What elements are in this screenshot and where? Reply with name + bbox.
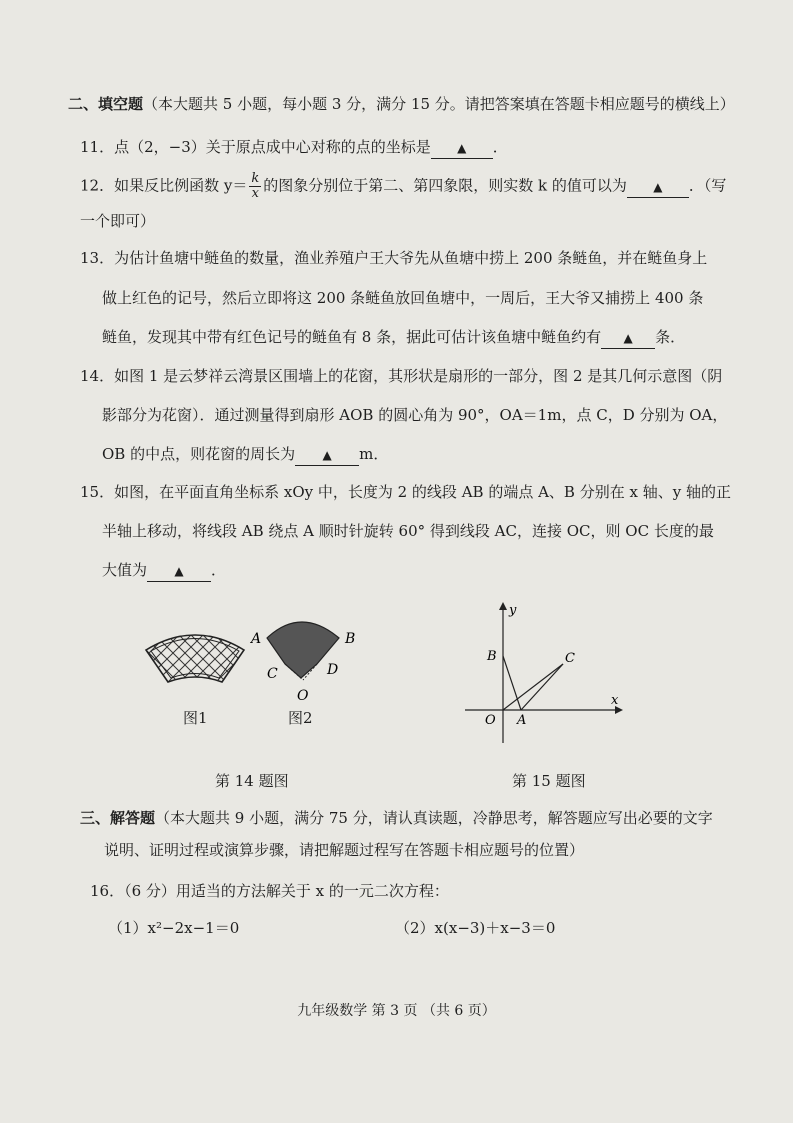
q15-figure-caption: 第 15 题图 xyxy=(512,772,586,790)
q14-figure-caption: 第 14 题图 xyxy=(215,772,289,790)
q14-end: m． xyxy=(359,445,389,463)
figure-2-caption: 图2 xyxy=(288,709,313,727)
q11-answer-blank[interactable] xyxy=(431,137,493,159)
answer-triangle-icon: ▲ xyxy=(174,564,184,578)
q15-label-b: B xyxy=(487,649,497,664)
q12-answer-blank[interactable] xyxy=(627,176,689,198)
question-12 xyxy=(80,172,726,201)
q14-answer-blank[interactable] xyxy=(295,444,359,466)
q15-label-a: A xyxy=(517,713,527,728)
fig2-label-o: O xyxy=(297,688,309,704)
q15-end: ． xyxy=(211,561,227,579)
q14-line1: 14．如图 1 是云梦祥云湾景区围墙上的花窗，其形状是扇形的一部分，图 2 是其几何示意图（阴 xyxy=(80,367,723,385)
q15-label-y: y xyxy=(509,603,517,618)
q13-end: 条． xyxy=(655,328,686,346)
answer-triangle-icon: ▲ xyxy=(457,141,467,155)
fig2-label-c: C xyxy=(267,666,278,682)
q12-line2: 一个即可） xyxy=(80,212,156,230)
fig2-label-b: B xyxy=(345,631,356,647)
q11-end: ． xyxy=(492,138,508,156)
figure-1-lattice-window xyxy=(140,628,250,688)
q16-part-2: （2）x(x−3)＋x−3＝0 xyxy=(395,919,556,937)
q14-line3: OB 的中点，则花窗的周长为 xyxy=(102,445,296,463)
figure-q15-coordinate-diagram xyxy=(465,598,625,748)
answer-triangle-icon: ▲ xyxy=(623,331,633,345)
figure-1-caption: 图1 xyxy=(183,709,208,727)
q13-line2: 做上红色的记号，然后立即将这 200 条鲢鱼放回鱼塘中，一周后，王大爷又捕捞上 400 条 xyxy=(102,289,704,307)
answer-triangle-icon: ▲ xyxy=(653,179,663,194)
q12-fraction xyxy=(249,172,261,201)
question-14-line3 xyxy=(102,444,388,466)
question-13-line3 xyxy=(102,327,685,349)
section-3-instruction-2: 说明、证明过程或演算步骤，请把解题过程写在答题卡相应题号的位置） xyxy=(104,841,585,859)
q15-answer-blank[interactable] xyxy=(147,560,211,582)
section-3-title: 三、解答题 xyxy=(80,809,156,827)
q12-before: 12．如果反比例函数 y＝ xyxy=(80,176,248,195)
q14-line2: 影部分为花窗）．通过测量得到扇形 AOB 的圆心角为 90°，OA＝1m，点 C，D 分别为 OA， xyxy=(102,406,728,424)
q15-line1: 15．如图，在平面直角坐标系 xOy 中，长度为 2 的线段 AB 的端点 A、B 分别在 x 轴、y 轴的正 xyxy=(80,483,731,501)
section-2-header xyxy=(68,94,735,114)
fig2-label-d: D xyxy=(327,662,339,678)
q12-after: 的图象分别位于第二、第四象限，则实数 k 的值可以为 xyxy=(263,176,627,195)
q12-end: ．（写 xyxy=(688,176,727,195)
q16-stem: 16．（6 分）用适当的方法解关于 x 的一元二次方程： xyxy=(90,882,449,900)
section-2-title: 二、填空题 xyxy=(68,95,144,113)
section-3-instruction-1: （本大题共 9 小题，满分 75 分，请认真读题，冷静思考，解答题应写出必要的文字 xyxy=(155,809,713,827)
q15-line2: 半轴上移动，将线段 AB 绕点 A 顺时针旋转 60° 得到线段 AC，连接 OC，则 OC 长度的最 xyxy=(102,522,714,540)
figure-2-sector-diagram xyxy=(245,608,375,708)
q13-line1: 13．为估计鱼塘中鲢鱼的数量，渔业养殖户王大爷先从鱼塘中捞上 200 条鲢鱼，并在鲢鱼身上 xyxy=(80,249,708,267)
fig2-label-a: A xyxy=(251,631,262,647)
section-2-instruction: （本大题共 5 小题，每小题 3 分，满分 15 分。请把答案填在答题卡相应题号的横线上） xyxy=(143,95,735,113)
question-11 xyxy=(80,137,508,159)
q11-text: 11．点（2，−3）关于原点成中心对称的点的坐标是 xyxy=(80,138,431,156)
q15-label-x: x xyxy=(611,693,619,708)
question-15-line3 xyxy=(102,560,226,582)
q15-line3: 大值为 xyxy=(102,561,148,579)
q15-label-o: O xyxy=(485,713,496,728)
q15-label-c: C xyxy=(565,651,575,666)
q16-part-1: （1）x²−2x−1＝0 xyxy=(108,919,240,937)
section-3-header xyxy=(80,808,713,828)
page-footer: 九年级数学 第 3 页 （共 6 页） xyxy=(297,1003,496,1019)
answer-triangle-icon: ▲ xyxy=(322,448,332,462)
q12-frac-num: k xyxy=(251,171,260,186)
q13-line3: 鲢鱼，发现其中带有红色记号的鲢鱼有 8 条，据此可估计该鱼塘中鲢鱼约有 xyxy=(102,328,602,346)
q12-frac-den: x xyxy=(251,186,259,201)
q13-answer-blank[interactable] xyxy=(601,327,655,349)
